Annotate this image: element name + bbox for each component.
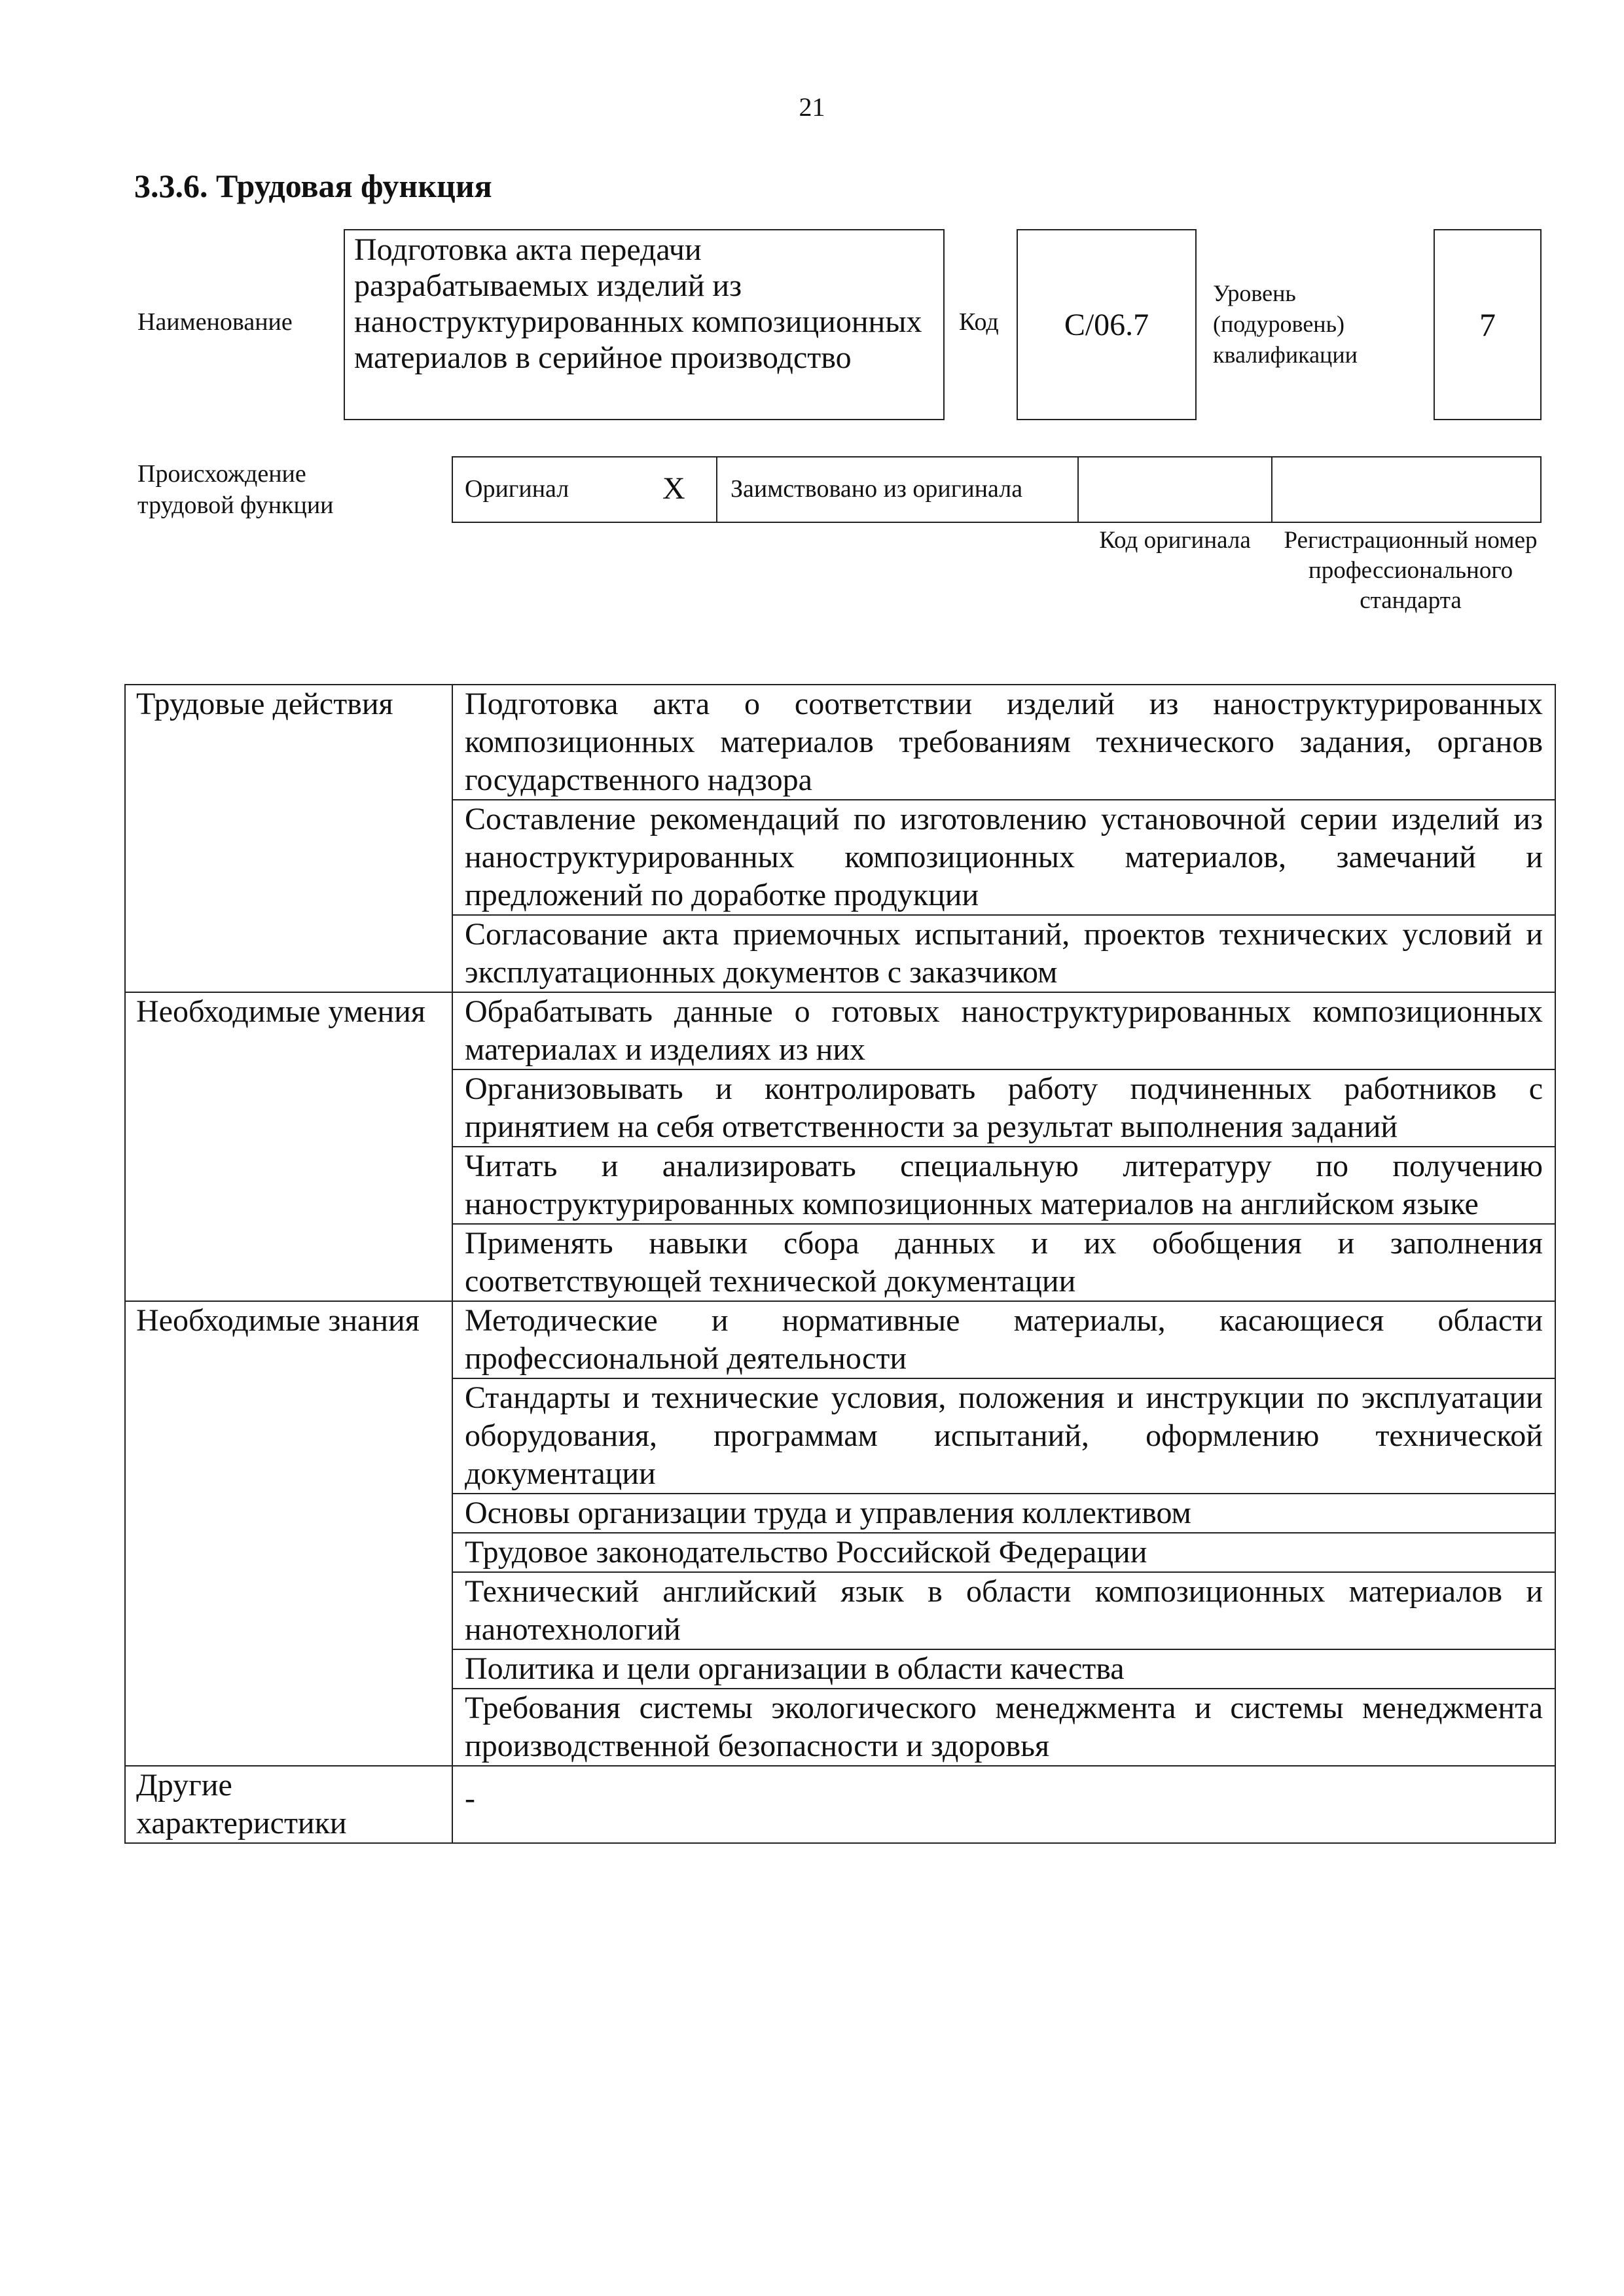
list-item: Методические и нормативные материалы, касающиеся области профессиональной деятельности (452, 1301, 1555, 1378)
page-number: 21 (799, 92, 825, 122)
code-box (1017, 229, 1197, 420)
list-item: Согласование акта приемочных испытаний, проектов технических условий и эксплуатационных документов с заказчиком (452, 915, 1555, 992)
function-name-box (344, 229, 945, 420)
code-value: C/06.7 (1064, 307, 1149, 342)
list-item: Технический английский язык в области композиционных материалов и нанотехнологий (452, 1572, 1555, 1649)
name-label: Наименование (137, 308, 293, 336)
borrowed-label: Заимствовано из оригинала (731, 475, 1023, 503)
list-item: Применять навыки сбора данных и их обобщения и заполнения соответствующей технической документации (452, 1224, 1555, 1301)
list-item: Требования системы экологического менеджмента и системы менеджмента производственной безопасности и здоровья (452, 1689, 1555, 1766)
section-heading-other: Другие характеристики (125, 1766, 452, 1843)
level-box (1434, 229, 1542, 420)
level-value: 7 (1479, 306, 1496, 343)
origin-table (452, 456, 1542, 523)
table-row (125, 685, 1555, 800)
function-name-value: Подготовка акта передачи разрабатываемых изделий из наноструктурированных композиционных материалов в серийное производство (354, 232, 922, 375)
code-label: Код (959, 308, 999, 336)
list-item: Стандарты и технические условия, положения и инструкции по эксплуатации оборудования, программам испытаний, оформлению технической документации (452, 1378, 1555, 1494)
original-code-caption: Код оригинала (1099, 527, 1251, 554)
table-row (125, 1766, 1555, 1843)
list-item: - (452, 1766, 1555, 1843)
list-item: Обрабатывать данные о готовых наноструктурированных композиционных материалах и изделиях из них (452, 992, 1555, 1069)
section-heading-skills: Необходимые умения (125, 992, 452, 1301)
original-label: Оригинал (465, 475, 569, 503)
reg-number-cell (1272, 457, 1540, 522)
origin-cell-borrowed (717, 457, 1079, 522)
origin-cell-original (453, 457, 717, 522)
original-mark: X (662, 471, 685, 506)
level-label: Уровень (подуровень) квалификации (1213, 280, 1358, 368)
section-heading-actions: Трудовые действия (125, 685, 452, 992)
reg-number-caption: Регистрационный номер профессионального стандарта (1284, 527, 1538, 614)
table-row (125, 1301, 1555, 1378)
list-item: Основы организации труда и управления коллективом (452, 1494, 1555, 1533)
list-item: Составление рекомендаций по изготовлению установочной серии изделий из наноструктурированных композиционных материалов, замечаний и предложений по доработке продукции (452, 800, 1555, 915)
origin-label: Происхождение трудовой функции (137, 460, 334, 519)
section-heading-knowledge: Необходимые знания (125, 1301, 452, 1766)
original-code-cell (1079, 457, 1272, 522)
list-item: Политика и цели организации в области качества (452, 1649, 1555, 1689)
function-details-table (124, 684, 1556, 1844)
list-item: Организовывать и контролировать работу подчиненных работников с принятием на себя ответственности за результат выполнения заданий (452, 1069, 1555, 1147)
table-row (125, 992, 1555, 1069)
list-item: Читать и анализировать специальную литературу по получению наноструктурированных композиционных материалов на английском языке (452, 1147, 1555, 1224)
list-item: Подготовка акта о соответствии изделий из наноструктурированных композиционных материалов требованиям технического задания, органов государственного надзора (452, 685, 1555, 800)
list-item: Трудовое законодательство Российской Федерации (452, 1533, 1555, 1572)
section-title: 3.3.6. Трудовая функция (134, 168, 492, 204)
